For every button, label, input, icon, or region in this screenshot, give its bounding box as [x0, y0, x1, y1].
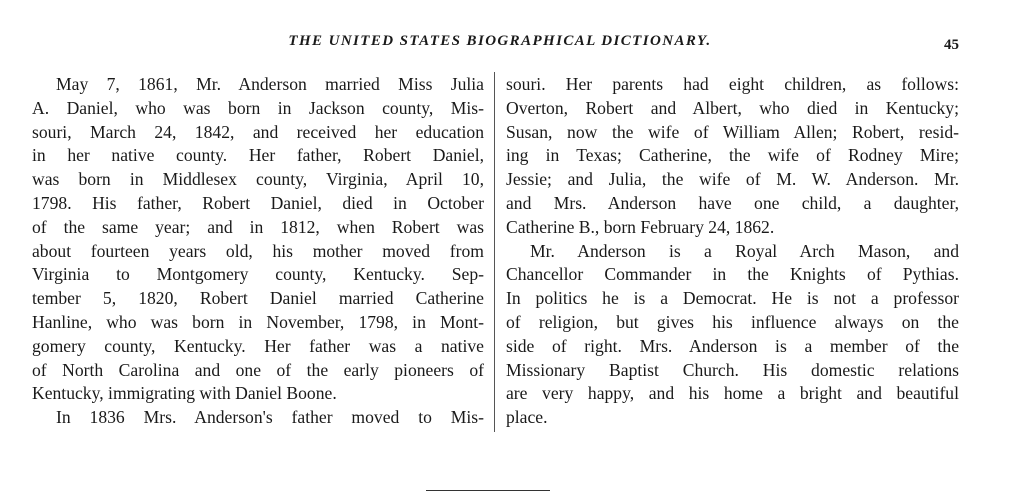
text-line: May 7, 1861, Mr. Anderson married Miss Julia — [56, 74, 484, 94]
text-line: Virginia to Montgomery county, Kentucky. Sep- — [32, 264, 484, 285]
text-line: side of right. Mrs. Anderson is a member of the — [506, 335, 959, 356]
text-line: of religion, but gives his influence always on the — [506, 311, 959, 332]
text-line: souri, March 24, 1842, and received her education — [32, 121, 484, 142]
text-line: Missionary Baptist Church. His domestic relations — [506, 359, 959, 380]
text-line: Susan, now the wife of William Allen; Robert, resid- — [506, 121, 959, 142]
text-line: are very happy, and his home a bright and beautiful — [506, 383, 959, 404]
text-line: souri. Her parents had eight children, as follows: — [506, 74, 959, 94]
column-divider — [494, 72, 495, 432]
text-line: Catherine B., born February 24, 1862. — [506, 216, 775, 237]
footer-rule — [426, 490, 550, 491]
text-line: of the same year; and in 1812, when Robert was — [32, 216, 484, 237]
text-line: about fourteen years old, his mother moved from — [32, 240, 484, 261]
text-line: tember 5, 1820, Robert Daniel married Catherine — [32, 288, 484, 309]
text-line: Chancellor Commander in the Knights of Pythias. — [506, 264, 959, 285]
text-line: Jessie; and Julia, the wife of M. W. Anderson. Mr. — [506, 169, 959, 190]
text-line: Kentucky, immigrating with Daniel Boone. — [32, 383, 337, 404]
text-line: ing in Texas; Catherine, the wife of Rodney Mire; — [506, 145, 959, 166]
text-line: place. — [506, 407, 548, 428]
text-line: of North Carolina and one of the early pioneers of — [32, 359, 484, 380]
right-text-column — [506, 73, 959, 430]
left-text-column — [32, 73, 484, 430]
text-line: In politics he is a Democrat. He is not a professor — [506, 288, 959, 309]
text-line: and Mrs. Anderson have one child, a daughter, — [506, 192, 959, 213]
text-line: A. Daniel, who was born in Jackson county, Mis- — [32, 97, 484, 118]
text-line: Overton, Robert and Albert, who died in Kentucky; — [506, 97, 959, 118]
text-line: In 1836 Mrs. Anderson's father moved to Mis- — [56, 407, 484, 428]
page-number: 45 — [944, 37, 959, 53]
text-line: in her native county. Her father, Robert Daniel, — [32, 145, 484, 166]
text-line: Hanline, who was born in November, 1798, in Mont- — [32, 311, 484, 332]
running-head: THE UNITED STATES BIOGRAPHICAL DICTIONARY. — [288, 33, 712, 49]
text-line: was born in Middlesex county, Virginia, April 10, — [32, 169, 484, 190]
text-line: Mr. Anderson is a Royal Arch Mason, and — [530, 240, 959, 261]
text-line: 1798. His father, Robert Daniel, died in October — [32, 192, 484, 213]
text-line: gomery county, Kentucky. Her father was a native — [32, 335, 484, 356]
